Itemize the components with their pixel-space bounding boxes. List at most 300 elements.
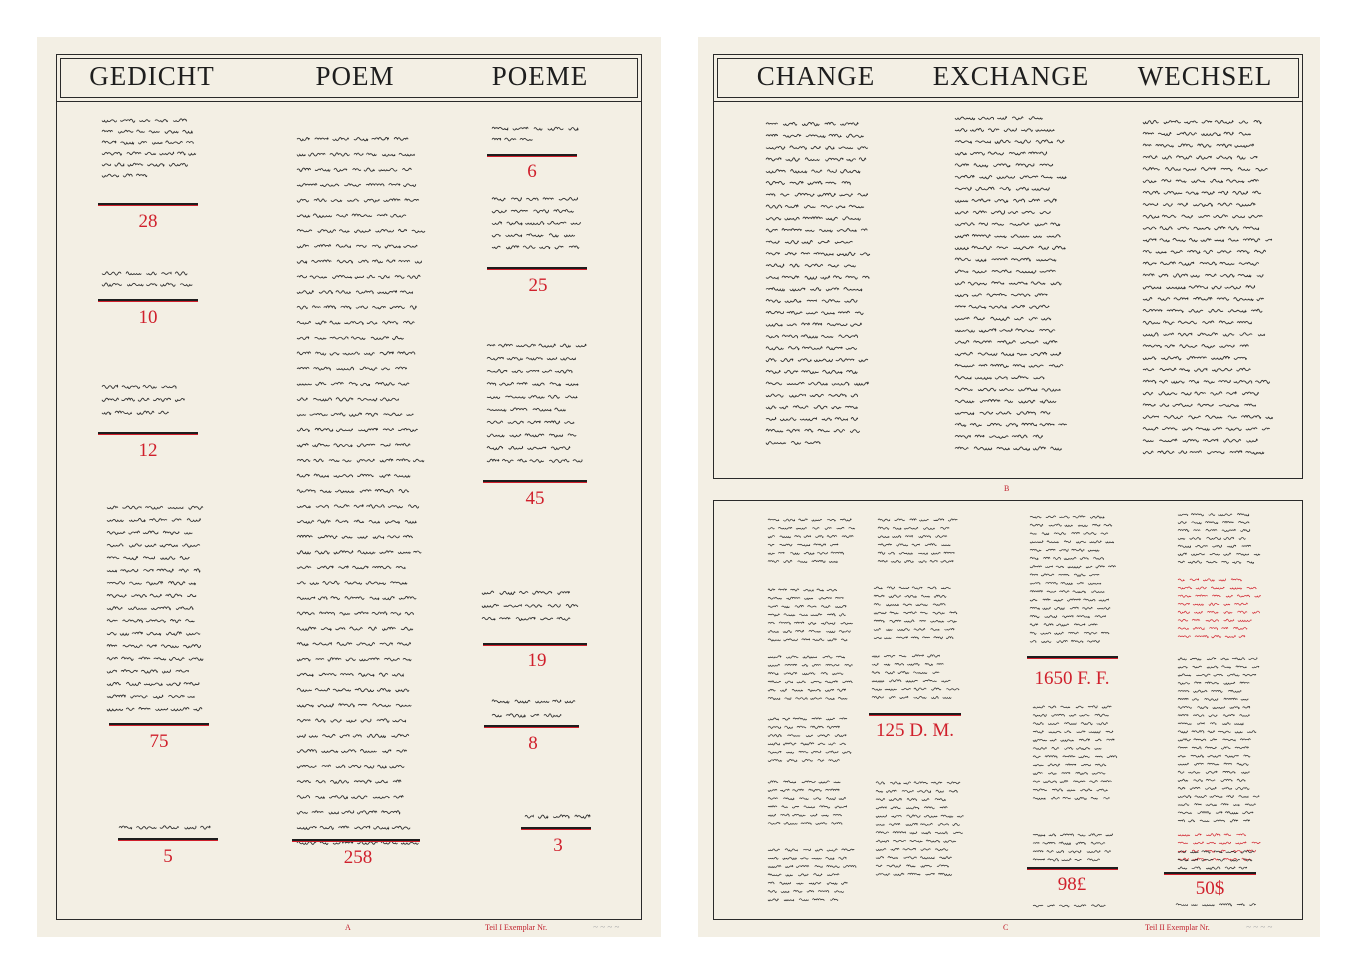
scribble-word — [884, 655, 895, 657]
scribble-word — [1201, 239, 1212, 242]
scribble-word — [1081, 722, 1092, 725]
scribble-word — [921, 849, 931, 851]
scribble-word — [813, 798, 821, 800]
scribble-word — [931, 696, 938, 698]
lower-col1-block-1 — [768, 515, 856, 569]
scribble-word — [910, 832, 917, 834]
scribble-word — [1192, 619, 1200, 620]
scribble-word — [384, 413, 403, 416]
scribble-word — [1074, 624, 1085, 626]
scribble-word — [1196, 156, 1211, 159]
scribble-word — [297, 673, 313, 676]
scribble-word — [1221, 779, 1233, 781]
scribble-word — [525, 222, 544, 225]
scribble-word — [1241, 772, 1249, 774]
gedicht-rule-2 — [98, 299, 198, 302]
scribble-word — [189, 583, 196, 585]
poem-rule — [292, 839, 420, 842]
scribble-word — [143, 557, 154, 559]
scribble-word — [812, 170, 822, 173]
scribble-word — [811, 146, 821, 148]
scribble-word — [792, 814, 805, 816]
scribble-word — [826, 288, 839, 291]
scribble-word — [1091, 591, 1104, 593]
scribble-word — [535, 701, 549, 703]
scribble-word — [907, 798, 917, 800]
scribble-word — [1230, 588, 1242, 589]
scribble-word — [1198, 404, 1214, 407]
scribble-word — [127, 283, 143, 286]
scribble-word — [1143, 440, 1154, 442]
scribble-word — [158, 411, 168, 414]
scribble-word — [364, 168, 375, 171]
scribble-word — [955, 306, 966, 307]
scribble-word — [1097, 789, 1108, 791]
scribble-word — [329, 460, 339, 462]
scribble-word — [1191, 755, 1204, 757]
scribble-word — [333, 138, 349, 141]
scribble-word — [800, 418, 817, 421]
scribble-word — [810, 288, 821, 291]
scribble-word — [1249, 904, 1255, 906]
scribble-word — [974, 341, 992, 344]
scribble-word — [487, 409, 506, 411]
scribble-word — [789, 394, 805, 397]
scribble-word — [520, 138, 533, 140]
scribble-word — [575, 815, 590, 818]
scribble-word — [941, 587, 950, 588]
scribble-word — [969, 305, 986, 308]
scribble-word — [533, 591, 552, 594]
scribble-word — [1101, 632, 1109, 634]
scribble-word — [297, 155, 305, 157]
scribble-word — [825, 689, 834, 691]
scribble-word — [804, 589, 814, 591]
scribble-word — [143, 531, 158, 534]
scribble-word — [1246, 428, 1257, 430]
scribble-word — [931, 782, 942, 784]
scribble-word — [946, 637, 953, 639]
scribble-word — [937, 664, 944, 665]
scribble-word — [1206, 620, 1219, 622]
scribble-word — [1143, 215, 1159, 218]
scribble-word — [555, 408, 566, 411]
scribble-word — [955, 248, 969, 250]
scribble-word — [396, 750, 406, 753]
scribble-word — [1030, 566, 1042, 568]
scribble-word — [944, 552, 954, 553]
scribble-word — [120, 119, 135, 122]
scribble-word — [149, 519, 167, 522]
scribble-word — [373, 826, 388, 829]
scribble-word — [1071, 640, 1083, 642]
scribble-word — [784, 614, 795, 616]
scribble-word — [336, 520, 348, 523]
scribble-word — [131, 696, 148, 698]
scribble-word — [516, 617, 535, 620]
scribble-word — [329, 812, 339, 814]
scribble-word — [839, 631, 850, 633]
scribble-word — [818, 429, 830, 432]
scribble-word — [1045, 566, 1052, 568]
scribble-word — [1206, 867, 1220, 870]
scribble-word — [297, 474, 310, 477]
scribble-word — [933, 672, 940, 674]
scribble-word — [1195, 803, 1202, 804]
scribble-word — [356, 245, 366, 247]
scribble-word — [941, 815, 953, 817]
scribble-word — [1064, 731, 1071, 733]
scribble-word — [1030, 516, 1041, 518]
scribble-word — [1178, 723, 1192, 725]
scribble-word — [316, 505, 329, 508]
scribble-word — [785, 698, 791, 700]
scribble-word — [1159, 439, 1177, 442]
scribble-word — [919, 536, 931, 538]
scribble-word — [1030, 632, 1036, 634]
scribble-word — [783, 798, 794, 800]
scribble-word — [1195, 545, 1207, 547]
gedicht-count-5: 5 — [163, 846, 173, 867]
scribble-word — [766, 134, 778, 136]
scribble-word — [371, 337, 389, 340]
scribble-word — [874, 612, 886, 614]
scribble-word — [818, 193, 836, 196]
scribble-word — [1214, 227, 1225, 230]
scribble-word — [1067, 790, 1075, 791]
scribble-word — [368, 627, 376, 630]
scribble-word — [1106, 542, 1114, 543]
scribble-word — [340, 613, 350, 616]
scribble-word — [768, 781, 778, 783]
scribble-word — [1178, 812, 1192, 814]
scribble-word — [1228, 416, 1237, 419]
scribble-word — [1029, 365, 1044, 367]
scribble-word — [766, 382, 782, 385]
scribble-word — [1011, 258, 1030, 261]
scribble-word — [826, 182, 837, 184]
scribble-word — [168, 582, 185, 585]
scribble-word — [401, 627, 413, 630]
scribble-word — [1069, 715, 1076, 717]
scribble-word — [1207, 842, 1216, 844]
scribble-word — [1194, 690, 1208, 692]
scribble-word — [801, 743, 814, 746]
lower-col1-block-3 — [768, 652, 856, 706]
scribble-word — [1032, 188, 1050, 191]
scribble-word — [1022, 211, 1035, 213]
scribble-word — [1244, 755, 1251, 757]
scribble-word — [849, 528, 855, 529]
scribble-word — [1191, 859, 1198, 861]
scribble-word — [526, 370, 539, 372]
scribble-word — [1034, 377, 1045, 379]
scribble-word — [768, 865, 781, 867]
scribble-word — [766, 158, 781, 161]
scribble-word — [1167, 287, 1186, 289]
scribble-word — [349, 413, 362, 416]
scribble-word — [1233, 805, 1239, 806]
scribble-word — [987, 423, 1001, 425]
scribble-word — [1033, 859, 1045, 860]
scribble-word — [1039, 246, 1049, 249]
scribble-word — [876, 840, 889, 842]
scribble-word — [139, 707, 151, 709]
scribble-word — [836, 206, 845, 208]
scribble-word — [405, 199, 419, 202]
scribble-word — [357, 643, 375, 646]
scribble-word — [297, 566, 311, 568]
scribble-word — [936, 790, 943, 792]
scribble-word — [1033, 781, 1040, 782]
scribble-word — [1228, 227, 1238, 230]
scribble-word — [1266, 417, 1273, 419]
scribble-word — [1237, 514, 1249, 516]
scribble-word — [1181, 393, 1191, 396]
scribble-word — [313, 642, 332, 645]
scribble-word — [846, 276, 858, 279]
scribble-word — [385, 245, 401, 248]
scribble-word — [373, 796, 389, 798]
scribble-word — [1194, 739, 1206, 741]
scribble-word — [933, 603, 945, 605]
scribble-word — [297, 643, 308, 646]
scribble-word — [1194, 780, 1203, 782]
scribble-word — [907, 865, 916, 867]
scribble-word — [147, 632, 161, 635]
scribble-word — [817, 589, 824, 591]
scribble-word — [313, 398, 332, 401]
scribble-word — [153, 695, 163, 698]
scribble-word — [1029, 117, 1043, 120]
scribble-word — [310, 583, 319, 585]
scribble-word — [782, 276, 799, 279]
scribble-word — [354, 505, 363, 508]
scribble-word — [921, 595, 930, 597]
scribble-word — [812, 718, 822, 719]
scribble-word — [552, 700, 561, 702]
scribble-word — [818, 240, 829, 243]
scribble-word — [115, 411, 132, 414]
scribble-word — [395, 367, 406, 369]
scribble-word — [925, 544, 936, 546]
scribble-word — [780, 544, 793, 546]
scribble-word — [350, 627, 363, 630]
scribble-word — [1221, 627, 1228, 628]
scribble-word — [1051, 797, 1060, 799]
scribble-word — [1045, 616, 1057, 618]
scribble-word — [785, 865, 793, 867]
scribble-word — [194, 569, 200, 572]
scribble-word — [889, 823, 900, 825]
scribble-word — [911, 637, 919, 639]
scribble-word — [806, 735, 813, 737]
scribble-word — [396, 689, 409, 692]
scribble-word — [790, 264, 800, 267]
scribble-word — [1219, 321, 1233, 324]
scribble-word — [826, 718, 835, 720]
scribble-word — [1178, 595, 1191, 597]
scribble-word — [910, 519, 917, 520]
scribble-word — [1218, 191, 1228, 194]
scribble-word — [107, 645, 117, 647]
scribble-word — [336, 245, 350, 248]
scribble-word — [1079, 739, 1090, 741]
scribble-word — [1184, 121, 1197, 124]
scribble-word — [1193, 666, 1202, 668]
scribble-word — [342, 460, 351, 462]
scribble-word — [805, 442, 820, 444]
scribble-word — [1212, 368, 1232, 371]
scribble-word — [955, 412, 974, 414]
scribble-word — [346, 720, 356, 723]
scribble-word — [785, 681, 793, 683]
scribble-word — [555, 246, 564, 249]
scribble-word — [840, 743, 846, 745]
scribble-word — [889, 798, 902, 800]
scribble-word — [1090, 516, 1104, 518]
scribble-word — [1083, 533, 1096, 535]
scribble-word — [548, 395, 559, 398]
lower-col2-block-1 — [878, 515, 964, 569]
scribble-word — [1210, 392, 1222, 395]
scribble-word — [399, 153, 415, 156]
scribble-word — [826, 698, 835, 700]
scribble-word — [903, 612, 916, 614]
scribble-word — [1047, 591, 1056, 592]
scribble-word — [939, 856, 951, 858]
scribble-word — [812, 519, 822, 521]
scribble-word — [796, 528, 807, 530]
scribble-word — [149, 131, 160, 133]
scribble-word — [297, 291, 313, 294]
scribble-word — [372, 566, 391, 569]
scribble-word — [1047, 541, 1059, 543]
scribble-word — [1051, 447, 1062, 450]
scribble-word — [413, 551, 421, 553]
scribble-word — [827, 883, 837, 885]
scribble-word — [310, 276, 327, 278]
scribble-word — [559, 198, 578, 201]
scribble-word — [768, 528, 774, 529]
scribble-word — [886, 605, 898, 606]
poeme-block-1 — [492, 122, 582, 148]
scribble-word — [782, 606, 790, 608]
scribble-word — [768, 622, 775, 624]
scribble-word — [297, 215, 310, 218]
scribble-word — [1043, 781, 1056, 783]
scribble-word — [1035, 294, 1047, 297]
scribble-word — [1245, 804, 1256, 806]
scribble-word — [1041, 176, 1052, 179]
scribble-word — [1095, 756, 1102, 757]
scribble-word — [821, 205, 833, 207]
scribble-word — [919, 621, 926, 622]
scribble-word — [1237, 779, 1245, 781]
scribble-word — [1030, 583, 1040, 585]
scribble-word — [878, 560, 887, 562]
scribble-word — [168, 508, 183, 509]
scribble-word — [315, 428, 333, 431]
scribble-word — [550, 383, 561, 386]
scribble-word — [1051, 223, 1060, 226]
scribble-word — [154, 658, 166, 660]
scribble-word — [186, 633, 200, 635]
header-word-change: CHANGE — [756, 61, 876, 91]
scribble-word — [1015, 140, 1031, 143]
scribble-word — [1103, 798, 1109, 799]
scribble-word — [508, 421, 524, 424]
scribble-word — [107, 594, 126, 597]
scribble-word — [944, 840, 956, 842]
scribble-word — [934, 519, 944, 521]
scribble-word — [297, 306, 308, 309]
scribble-word — [906, 807, 919, 809]
scribble-word — [534, 210, 549, 213]
scribble-word — [1234, 298, 1254, 301]
scribble-word — [138, 142, 147, 145]
scribble-word — [107, 620, 118, 622]
scribble-word — [947, 782, 960, 784]
scribble-word — [1213, 428, 1222, 430]
scribble-word — [396, 566, 405, 568]
scribble-word — [878, 519, 890, 521]
scribble-word — [175, 272, 187, 275]
scribble-word — [955, 117, 975, 120]
scribble-word — [809, 630, 821, 632]
scribble-word — [891, 560, 901, 562]
scribble-word — [839, 797, 846, 799]
scribble-word — [893, 840, 906, 842]
scribble-word — [1235, 144, 1254, 147]
scribble-word — [168, 695, 184, 698]
scribble-word — [1013, 247, 1033, 250]
scribble-word — [1189, 238, 1197, 241]
scribble-word — [1257, 298, 1264, 301]
lower-col4-block-2 — [1178, 654, 1262, 828]
scribble-word — [318, 597, 327, 600]
scribble-word — [955, 400, 974, 403]
scribble-word — [1251, 309, 1262, 312]
scribble-word — [314, 245, 331, 247]
scribble-word — [918, 553, 927, 554]
scribble-word — [320, 490, 331, 492]
left-signature: ~ ~ ~ ~ — [593, 922, 620, 932]
scribble-word — [1091, 905, 1105, 907]
scribble-word — [1056, 851, 1063, 853]
scribble-word — [1097, 723, 1108, 725]
scribble-word — [843, 865, 856, 867]
scribble-word — [334, 168, 347, 171]
scribble-word — [955, 258, 971, 261]
scribble-word — [931, 553, 940, 555]
scribble-word — [1021, 129, 1032, 131]
scribble-word — [766, 335, 779, 337]
scribble-word — [558, 591, 570, 594]
scribble-word — [382, 750, 390, 753]
scribble-word — [372, 612, 387, 615]
scribble-word — [876, 815, 887, 817]
scribble-word — [1084, 599, 1096, 601]
scribble-word — [785, 252, 796, 255]
scribble-word — [392, 826, 410, 829]
scribble-word — [126, 708, 134, 711]
scribble-word — [313, 214, 332, 217]
scribble-word — [297, 750, 316, 753]
scribble-word — [888, 857, 898, 859]
scribble-word — [827, 589, 837, 591]
scribble-word — [492, 714, 501, 717]
